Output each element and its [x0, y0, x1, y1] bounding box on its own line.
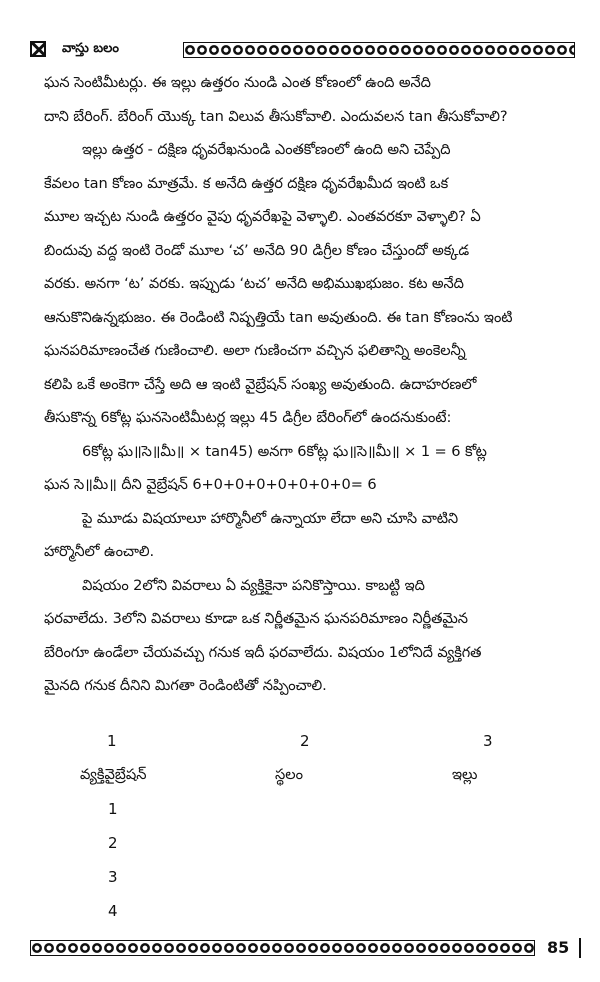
column-number: 2: [300, 732, 310, 750]
column-number: 1: [107, 732, 117, 750]
page-number-rule: [579, 938, 581, 958]
header-title: వాస్తు బలం: [62, 41, 119, 56]
table-row: [80, 792, 540, 826]
body-line: పై మూడు విషయాలూ హార్మొనీలో ఉన్నాయా లేదా అని చూసి వాటిని: [82, 509, 459, 527]
header-decorative-band: [183, 42, 575, 58]
body-line: ఇల్లు ఉత్తర - దక్షిణ ధృవరేఖనుండి ఎంతకోణంలో ఉంది అని చెప్పేది: [82, 141, 451, 158]
body-line: ఆనుకొనిఉన్నభుజం. ఈ రెండింటి నిష్పత్తియే tan అవుతుంది. ఈ tan కోణంను ఇంటి: [44, 308, 513, 326]
body-line: తీసుకొన్న 6కోట్ల ఘనసెంటిమీటర్ల ఇల్లు 45 డిగ్రీల బేరింగ్‌లో ఉందనుకుంటే:: [44, 409, 452, 426]
vibration-table: [80, 724, 540, 928]
body-line: ఫరవాలేదు. 3లోని వివరాలు కూడా ఒక నిర్ణీతమైన ఘనపరిమాణం నిర్ణీతమైన: [44, 610, 468, 627]
table-row: [80, 826, 540, 860]
running-footer: [30, 938, 585, 958]
body-line: ఘన సెంటిమీటర్లు. ఈ ఇల్లు ఉత్తరం నుండి ఎంత కోణంలో ఉంది అనేది: [44, 74, 431, 91]
running-header: [30, 40, 575, 60]
page-number: 85: [547, 938, 570, 957]
body-text: [44, 66, 580, 703]
body-line: మైనది గనుక దీనిని మిగతా రెండింటితో నప్పించాలి.: [44, 677, 327, 694]
column-number: 3: [483, 732, 493, 750]
body-line: 6కోట్ల ఘ॥సె॥మీ॥ × tan45) అనగా 6కోట్ల ఘ॥సె॥మీ॥ × 1 = 6 కోట్ల: [82, 442, 487, 460]
body-line: హార్మొనీలో ఉంచాలి.: [44, 543, 155, 560]
table-row: [80, 860, 540, 894]
table-header-row: [80, 758, 540, 792]
body-line: వరకు. అనగా ‘ట’ వరకు. ఇప్పుడు ‘టచ’ అనేది అభిముఖభుజం. కట అనేది: [44, 275, 464, 292]
body-line: బిందువు వద్ద ఇంటి రెండో మూల ‘చ’ అనేది 90 డిగ్రీల కోణం చేస్తుందో అక్కడ: [44, 241, 470, 259]
row-number: 1: [108, 800, 118, 818]
footer-decorative-band: [30, 940, 535, 956]
row-number: 3: [108, 868, 118, 886]
table-column-numbers-row: [80, 724, 540, 758]
column-header-house: ఇల్లు: [452, 766, 478, 783]
body-line: కలిపి ఒకే అంకెగా చేస్తే అది ఆ ఇంటి వైబ్రేషన్ సంఖ్య అవుతుంది. ఉదాహరణలో: [44, 375, 477, 393]
column-header-vibration: వ్యక్తివైబ్రేషన్: [80, 766, 147, 783]
body-line: కేవలం tan కోణం మాత్రమే. క అనేది ఉత్తర దక్షిణ ధృవరేఖమీద ఇంటి ఒక: [44, 174, 449, 192]
body-line: దాని బేరింగ్. బేరింగ్ యొక్క tan విలువ తీసుకోవాలి. ఎందువలన tan తీసుకోవాలి?: [44, 107, 508, 125]
row-number: 2: [108, 834, 118, 852]
column-header-place: స్థలం: [275, 766, 303, 783]
table-row: [80, 894, 540, 928]
row-number: 4: [108, 902, 118, 920]
header-box-cross-ornament: [30, 41, 46, 57]
body-line: విషయం 2లోని వివరాలు ఏ వ్యక్తికైనా పనికొస్తాయి. కాబట్టి ఇది: [82, 576, 425, 594]
body-line: బేరింగూ ఉండేలా చేయవచ్చు గనుక ఇదీ ఫరవాలేదు. విషయం 1లోనిదే వ్యక్తిగత: [44, 643, 482, 661]
body-line: మూల ఇచ్చట నుండి ఉత్తరం వైపు ధృవరేఖపై వెళ్ళాలి. ఎంతవరకూ వెళ్ళాలి? ఏ: [44, 208, 481, 225]
body-line: ఘన సె॥మీ॥ దీని వైబ్రేషన్ 6+0+0+0+0+0+0+0= 6: [44, 476, 377, 493]
body-line: ఘనపరిమాణంచేత గుణించాలి. అలా గుణించగా వచ్చిన ఫలితాన్ని అంకెలన్నీ: [44, 342, 466, 359]
